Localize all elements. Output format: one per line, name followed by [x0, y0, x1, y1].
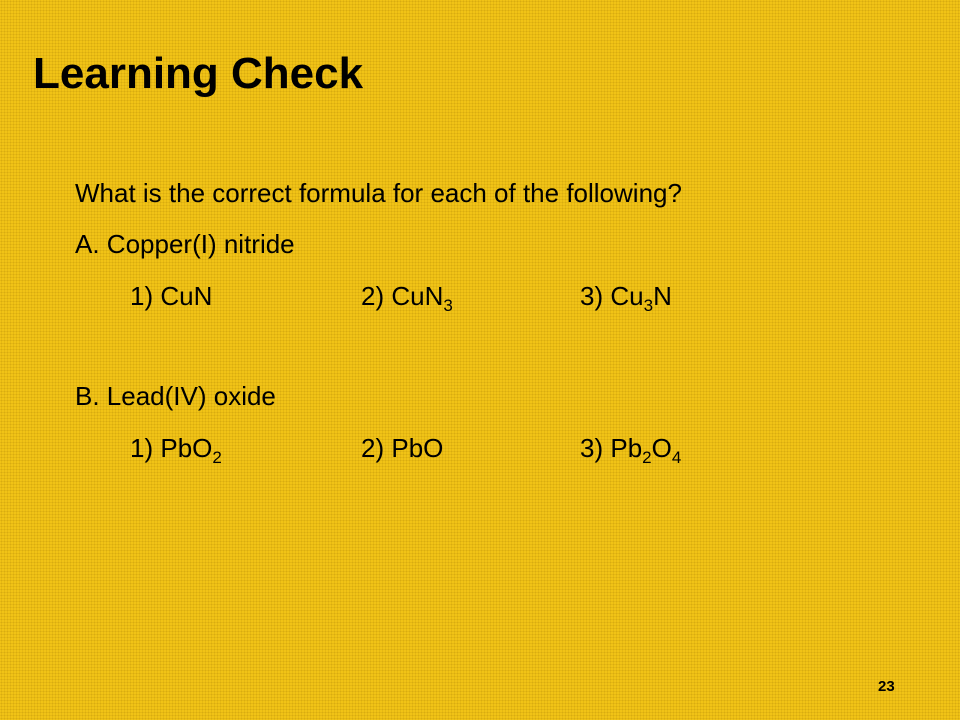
formula: CuN [160, 281, 213, 311]
subscript: 3 [643, 296, 654, 315]
option-number: 3) [580, 281, 604, 311]
option-number: 1) [130, 281, 154, 311]
question-a-option-1 [130, 281, 212, 311]
question-b-option-3 [580, 433, 682, 467]
formula: PbO [391, 433, 444, 463]
option-number: 1) [130, 433, 154, 463]
option-number: 2) [361, 433, 385, 463]
subscript: 2 [212, 448, 222, 467]
subscript: 2 [642, 448, 652, 467]
slide-title: Learning Check [33, 49, 364, 98]
formula: CuN$_3$ [391, 281, 453, 315]
question-prompt: What is the correct formula for each of the following? [75, 178, 682, 208]
option-number: 2) [361, 281, 385, 311]
question-a-label: A. Copper(I) nitride [75, 229, 295, 259]
page-number: 23 [878, 678, 895, 695]
option-number: 3) [580, 433, 604, 463]
question-a-option-3 [580, 281, 672, 315]
question-b-option-1 [130, 433, 222, 467]
formula: $Cu_3N$ [610, 281, 672, 315]
question-b-label: B. Lead(IV) oxide [75, 381, 276, 411]
question-a-option-2 [361, 281, 453, 315]
subscript: 3 [443, 296, 453, 315]
question-b-option-2 [361, 433, 443, 463]
formula: PbO$_2$ [160, 433, 222, 467]
formula: $Pb_2O_4$ [610, 433, 682, 467]
subscript: 4 [671, 448, 682, 467]
